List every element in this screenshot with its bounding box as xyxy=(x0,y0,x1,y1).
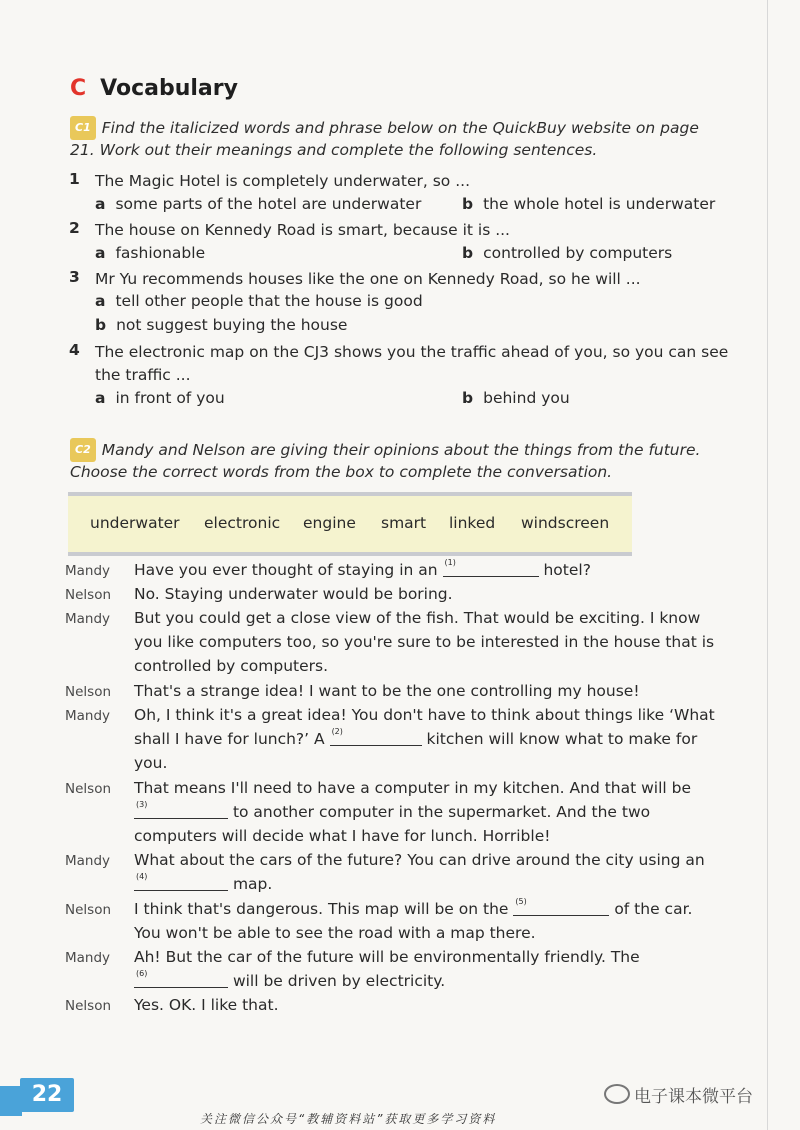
word-box xyxy=(68,492,632,556)
footer-note: 关注微信公众号“教辅资料站”获取更多学习资料 xyxy=(200,1112,497,1126)
question-number: 1 xyxy=(69,170,80,188)
dialogue-line: I think that's dangerous. This map will be on the (5) of the car. xyxy=(134,897,693,918)
question-text: The electronic map on the CJ3 shows you the traffic ahead of you, so you can see xyxy=(95,343,729,361)
word-option: electronic xyxy=(204,514,281,532)
dialogue-line: That's a strange idea! I want to be the one controlling my house! xyxy=(134,682,640,700)
word-option: windscreen xyxy=(521,514,610,532)
speaker-nelson: Nelson xyxy=(65,902,112,918)
option-b: b the whole hotel is underwater xyxy=(462,195,716,213)
speaker-mandy: Mandy xyxy=(65,563,111,579)
speaker-nelson: Nelson xyxy=(65,684,112,700)
blank-1[interactable]: (1) xyxy=(443,562,539,577)
speaker-nelson: Nelson xyxy=(65,998,112,1014)
section-letter: C xyxy=(70,76,87,101)
dialogue-line: But you could get a close view of the fish. That would be exciting. I know xyxy=(134,609,701,627)
speaker-mandy: Mandy xyxy=(65,708,111,724)
blank-2[interactable]: (2) xyxy=(330,731,422,746)
dialogue-line: Have you ever thought of staying in an (1) hotel? xyxy=(134,558,591,579)
watermark: 电子课本微平台 xyxy=(604,1082,753,1107)
speaker-nelson: Nelson xyxy=(65,587,112,603)
option-a: a in front of you xyxy=(95,389,225,407)
dialogue-line: Ah! But the car of the future will be environmentally friendly. The xyxy=(134,948,640,966)
dialogue-line: What about the cars of the future? You can drive around the city using an xyxy=(134,851,705,869)
word-option: underwater xyxy=(90,514,180,532)
dialogue-line: shall I have for lunch?’ A (2) kitchen will know what to make for xyxy=(134,727,698,748)
blank-6[interactable]: (6) xyxy=(134,973,228,988)
dialogue-line: Yes. OK. I like that. xyxy=(134,996,279,1014)
c1-instruction-line2: 21. Work out their meanings and complete the following sentences. xyxy=(70,141,598,159)
word-option: smart xyxy=(381,514,427,532)
question-number: 2 xyxy=(69,219,80,237)
page-number-tab xyxy=(0,1086,22,1116)
speaker-mandy: Mandy xyxy=(65,950,111,966)
c1-instruction-line1: C1 Find the italicized words and phrase below on the QuickBuy website on page xyxy=(70,116,699,140)
page-number: 22 xyxy=(20,1078,74,1112)
question-text-cont: the traffic ... xyxy=(95,366,191,384)
option-a: a fashionable xyxy=(95,244,206,262)
option-b: b not suggest buying the house xyxy=(95,316,348,334)
page-edge-line xyxy=(767,0,768,1130)
speaker-mandy: Mandy xyxy=(65,853,111,869)
dialogue-line: Oh, I think it's a great idea! You don't have to think about things like ‘What xyxy=(134,706,715,724)
dialogue-line: controlled by computers. xyxy=(134,657,329,675)
word-option: linked xyxy=(449,514,496,532)
question-text: The Magic Hotel is completely underwater, so ... xyxy=(95,172,470,190)
blank-4[interactable]: (4) xyxy=(134,876,228,891)
option-a: a some parts of the hotel are underwater xyxy=(95,195,422,213)
dialogue-line: (3) to another computer in the supermarket. And the two xyxy=(136,800,651,821)
dialogue-line: You won't be able to see the road with a map there. xyxy=(134,924,536,942)
question-number: 3 xyxy=(69,268,80,286)
dialogue-line: That means I'll need to have a computer in my kitchen. And that will be xyxy=(134,779,692,797)
blank-3[interactable]: (3) xyxy=(134,804,228,819)
c2-tag: C2 xyxy=(70,438,96,462)
option-b: b controlled by computers xyxy=(462,244,673,262)
question-number: 4 xyxy=(69,341,80,359)
dialogue-line: (6) will be driven by electricity. xyxy=(136,969,446,990)
dialogue-line: you. xyxy=(134,754,168,772)
c2-instruction-line2: Choose the correct words from the box to complete the conversation. xyxy=(70,463,613,481)
blank-5[interactable]: (5) xyxy=(513,901,609,916)
question-text: The house on Kennedy Road is smart, because it is ... xyxy=(95,221,510,239)
dialogue-line: computers will decide what I have for lunch. Horrible! xyxy=(134,827,551,845)
dialogue-line: (4) map. xyxy=(136,872,273,893)
option-a: a tell other people that the house is good xyxy=(95,292,423,310)
speaker-mandy: Mandy xyxy=(65,611,111,627)
option-b: b behind you xyxy=(462,389,570,407)
section-title xyxy=(70,76,238,101)
c2-instruction-line1: C2 Mandy and Nelson are giving their opinions about the things from the future. xyxy=(70,438,700,462)
section-heading: Vocabulary xyxy=(100,76,238,101)
speaker-nelson: Nelson xyxy=(65,781,112,797)
word-option: engine xyxy=(303,514,356,532)
dialogue-line: you like computers too, so you're sure to be interested in the house that is xyxy=(134,633,715,651)
question-text: Mr Yu recommends houses like the one on Kennedy Road, so he will ... xyxy=(95,270,641,288)
wechat-icon xyxy=(604,1084,630,1104)
c1-tag: C1 xyxy=(70,116,96,140)
dialogue-line: No. Staying underwater would be boring. xyxy=(134,585,453,603)
